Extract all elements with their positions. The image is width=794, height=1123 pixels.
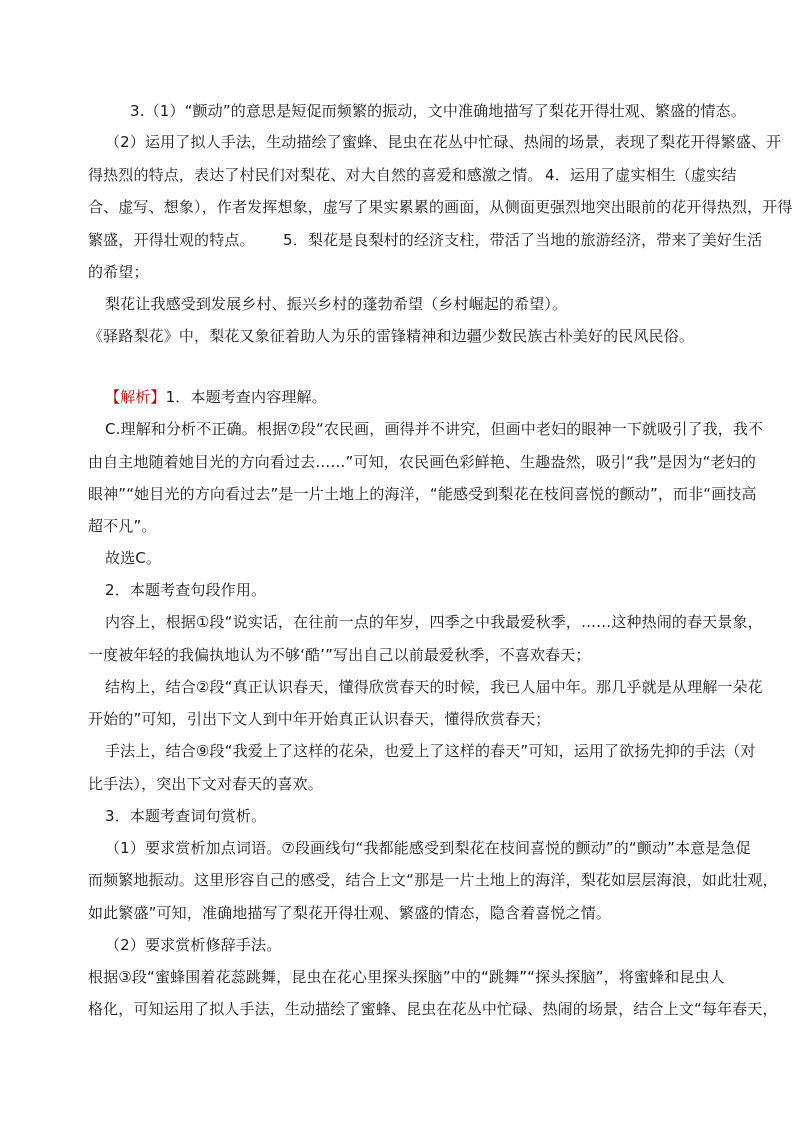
- answer-line-7: 梨花让我感受到发展乡村、振兴乡村的蓬勃希望（乡村崛起的希望）。: [105, 295, 568, 313]
- analysis-line-17: 如此繁盛”可知，准确地描写了梨花开得壮观、繁盛的情态，隐含着喜悦之情。: [88, 904, 612, 922]
- analysis-line-12: 手法上，结合⑨段“我爱上了这样的花朵，也爱上了这样的春天”可知，运用了欲扬先抑的手法（对: [105, 742, 756, 760]
- analysis-line-11: 开始的”可知，引出下文人到中年开始真正认识春天，懂得欣赏春天；: [88, 710, 551, 728]
- analysis-tag: 【解析】: [105, 388, 166, 406]
- answer-line-3a: 得热烈的特点，表达了村民们对梨花、对大自然的喜爱和感激之情。: [88, 166, 543, 184]
- answer-line-6: 的希望；: [88, 263, 149, 281]
- answer-line-3b: 4．运用了虚实相生（虚实结: [545, 166, 737, 184]
- analysis-line-19: 根据③段“蜜蜂围着花蕊跳舞，昆虫在花心里探头探脑”中的“跳舞”“探头探脑”，将蜜蜂和昆虫人: [88, 968, 725, 986]
- analysis-line-4: 眼神”“她目光的方向看过去”是一片土地上的海洋，“能感受到梨花在枝间喜悦的颤动”，而非“画技高: [88, 485, 757, 503]
- analysis-line-8: 内容上，根据①段“说实话，在往前一点的年岁，四季之中我最爱秋季，……这种热闹的春天景象，: [105, 613, 763, 631]
- analysis-line-2: C.理解和分析不正确。根据⑦段“农民画，画得并不讲究，但画中老妇的眼神一下就吸引了我，我不: [105, 420, 764, 438]
- analysis-line-5: 超不凡”。: [88, 517, 157, 535]
- analysis-line-20: 格化，可知运用了拟人手法，生动描绘了蜜蜂、昆虫在花丛中忙碌、热闹的场景，结合上文“每年春天，: [88, 1000, 778, 1018]
- answer-line-2: （2）运用了拟人手法，生动描绘了蜜蜂、昆虫在花丛中忙碌、热闹的场景，表现了梨花开得繁盛、开: [105, 133, 782, 151]
- answer-line-1: 3.（1）“颤动”的意思是短促而频繁的振动，文中准确地描写了梨花开得壮观、繁盛的情态。: [130, 102, 746, 120]
- analysis-heading: [105, 387, 327, 407]
- analysis-line-1: 1．本题考查内容理解。: [165, 388, 327, 406]
- analysis-line-18: （2）要求赏析修辞手法。: [105, 936, 282, 954]
- analysis-line-15: （1）要求赏析加点词语。⑦段画线句“我都能感受到梨花在枝间喜悦的颤动”的“颤动”本意是急促: [105, 839, 751, 857]
- answer-line-8: 《驿路梨花》中，梨花又象征着助人为乐的雷锋精神和边疆少数民族古朴美好的民风民俗。: [88, 327, 695, 345]
- analysis-line-16: 而频繁地振动。这里形容自己的感受，结合上文“那是一片土地上的海洋，梨花如层层海浪，如此壮观，: [88, 871, 778, 889]
- analysis-line-9: 一度被年轻的我偏执地认为不够‘酷’”写出自己以前最爱秋季，不喜欢春天；: [88, 646, 591, 664]
- analysis-line-10: 结构上，结合②段“真正认识春天，懂得欣赏春天的时候，我已人届中年。那几乎就是从理解一朵花: [105, 678, 763, 696]
- answer-line-5a: 繁盛，开得壮观的特点。: [88, 231, 255, 249]
- analysis-line-13: 比手法），突出下文对春天的喜欢。: [88, 775, 323, 793]
- analysis-line-3: 由自主地随着她目光的方向看过去……”可知，农民画色彩鲜艳、生趣盎然，吸引“我”是因为“老妇的: [88, 453, 756, 471]
- answer-line-4: 合、虚写、想象），作者发挥想象，虚写了果实累累的画面，从侧面更强烈地突出眼前的花开得热烈，开得: [88, 198, 793, 216]
- analysis-line-14: 3．本题考查词句赏析。: [105, 807, 267, 825]
- analysis-line-6: 故选C。: [105, 549, 162, 567]
- analysis-line-7: 2．本题考查句段作用。: [105, 581, 267, 599]
- answer-line-5b: 5．梨花是良梨村的经济支柱，带活了当地的旅游经济，带来了美好生活: [283, 231, 763, 249]
